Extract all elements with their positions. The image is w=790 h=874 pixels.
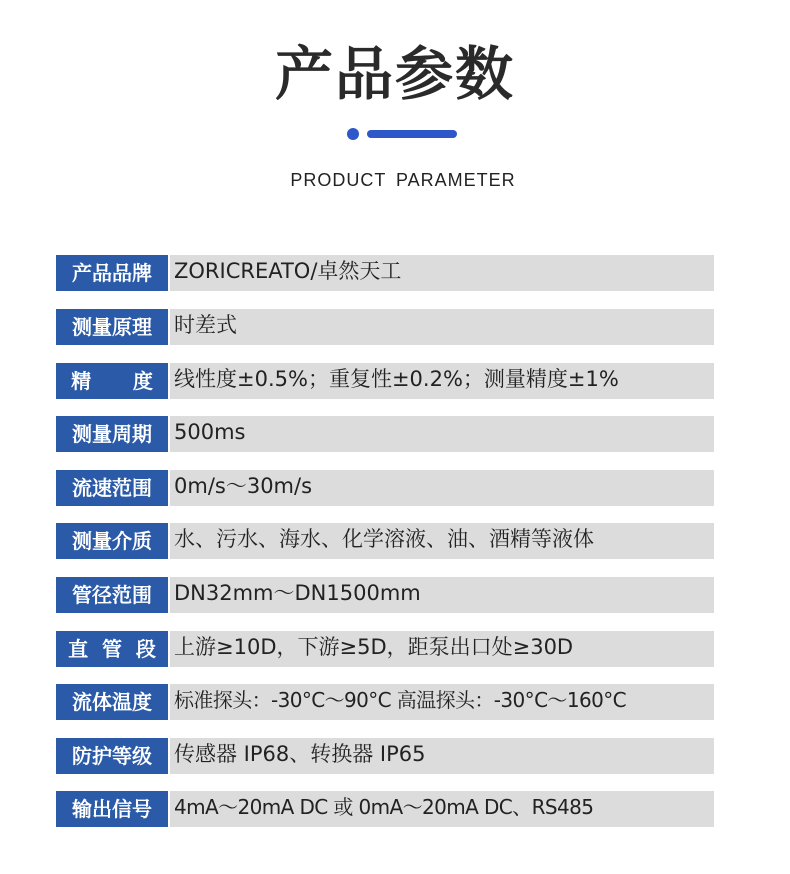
param-row-protection [56,738,714,774]
param-label: 管径范围 [56,577,168,613]
param-label: 流速范围 [56,470,168,506]
param-label: 防护等级 [56,738,168,774]
param-value: DN32mm～DN1500mm [170,577,714,613]
param-row-flow-range [56,470,714,506]
param-value: 线性度±0.5%；重复性±0.2%；测量精度±1% [170,363,714,399]
title-decoration [347,128,467,140]
param-row-output [56,791,714,827]
param-value: ZORICREATO/卓然天工 [170,255,714,291]
param-label: 测量周期 [56,416,168,452]
param-label: 产品品牌 [56,255,168,291]
page-title: 产品参数 [274,40,515,108]
decoration-bar [367,130,457,138]
param-row-pipe-size [56,577,714,613]
param-value: 上游≥10D，下游≥5D，距泵出口处≥30D [170,631,714,667]
param-value: 4mA～20mA DC 或 0mA～20mA DC、RS485 [170,791,714,827]
decoration-dot [347,128,359,140]
param-label: 精 度 [56,363,168,399]
param-label: 测量原理 [56,309,168,345]
param-row-straight-pipe [56,631,714,667]
param-value: 传感器 IP68、转换器 IP65 [170,738,714,774]
param-row-accuracy [56,363,714,399]
param-value: 0m/s～30m/s [170,470,714,506]
param-row-medium [56,523,714,559]
page-subtitle: PRODUCT PARAMETER [290,170,516,190]
param-row-fluid-temp [56,684,714,720]
param-row-period [56,416,714,452]
param-row-principle [56,309,714,345]
param-row-brand [56,255,714,291]
param-value: 时差式 [170,309,714,345]
param-value: 500ms [170,416,714,452]
param-label: 测量介质 [56,523,168,559]
param-label: 输出信号 [56,791,168,827]
param-value: 水、污水、海水、化学溶液、油、酒精等液体 [170,523,714,559]
param-label: 流体温度 [56,684,168,720]
param-value: 标准探头：-30°C～90°C 高温探头：-30°C～160°C [170,684,714,720]
param-label: 直 管 段 [56,631,168,667]
